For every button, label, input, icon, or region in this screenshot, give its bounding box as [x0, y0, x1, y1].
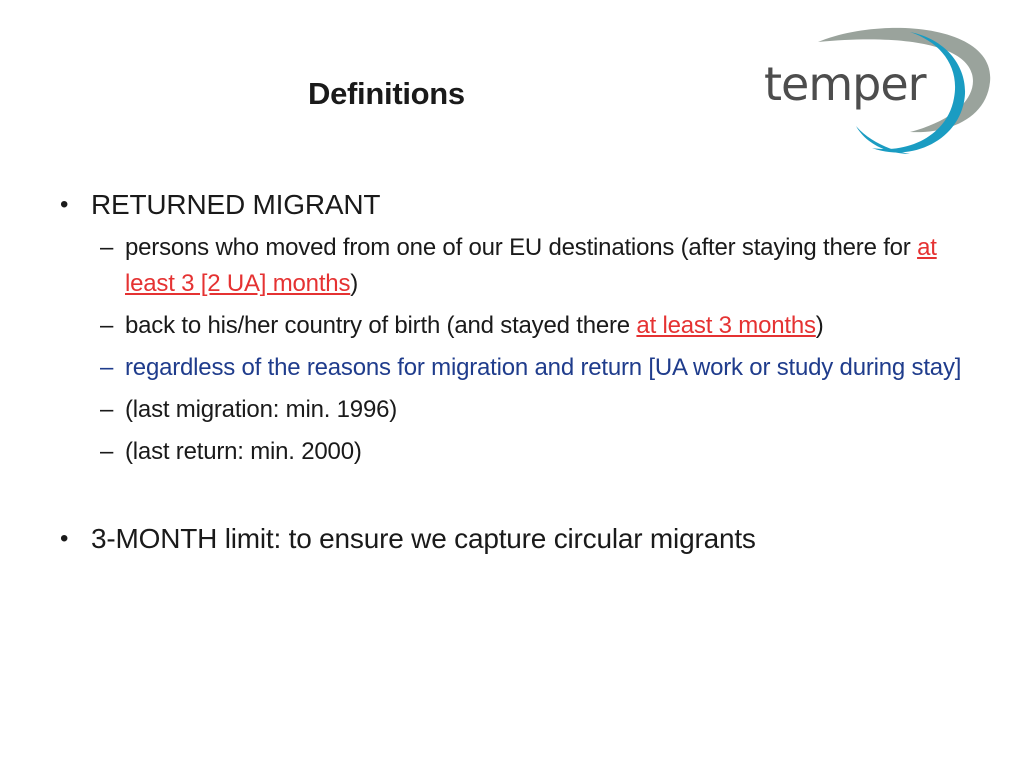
sub-bullet-text: back to his/her country of birth (and stayed there [125, 312, 637, 339]
sub-bullet-dash: – [100, 438, 114, 465]
logo-wordmark: temper [764, 57, 926, 111]
bullet-dot: • [60, 525, 69, 552]
bullet-three-month-limit [60, 520, 980, 558]
sub-bullet-text-end: ) [350, 270, 359, 297]
temper-logo [760, 22, 1000, 162]
bullet-text: RETURNED MIGRANT [91, 189, 381, 220]
sub-bullet-text: regardless of the reasons for migration and return [UA work or study during stay] [125, 354, 962, 381]
sub-bullet-reasons [60, 350, 980, 386]
sub-bullet-text-end: ) [815, 312, 824, 339]
sub-bullet-return [60, 308, 980, 344]
sub-bullet-definition [60, 230, 980, 302]
highlight-stay-text: at least 3 months [636, 312, 816, 339]
sub-bullet-dash: – [100, 354, 114, 381]
slide-title: Definitions [308, 76, 465, 111]
sub-bullet-text: (last migration: min. 1996) [125, 396, 398, 423]
bullet-dot: • [60, 191, 69, 218]
spacer [60, 470, 980, 520]
sub-bullet-text: (last return: min. 2000) [125, 438, 362, 465]
sub-bullet-last-return [60, 434, 980, 470]
sub-bullet-dash: – [100, 234, 114, 261]
highlight-duration-text: at least 3 [2 UA] months [125, 234, 937, 297]
slide-body [60, 186, 980, 558]
sub-bullet-text: persons who moved from one of our EU destinations (after staying there for [125, 234, 918, 261]
sub-bullet-dash: – [100, 396, 114, 423]
bullet-text: 3-MONTH limit: to ensure we capture circular migrants [91, 523, 756, 554]
sub-bullet-last-migration [60, 392, 980, 428]
bullet-returned-migrant [60, 186, 980, 224]
sub-bullet-dash: – [100, 312, 114, 339]
